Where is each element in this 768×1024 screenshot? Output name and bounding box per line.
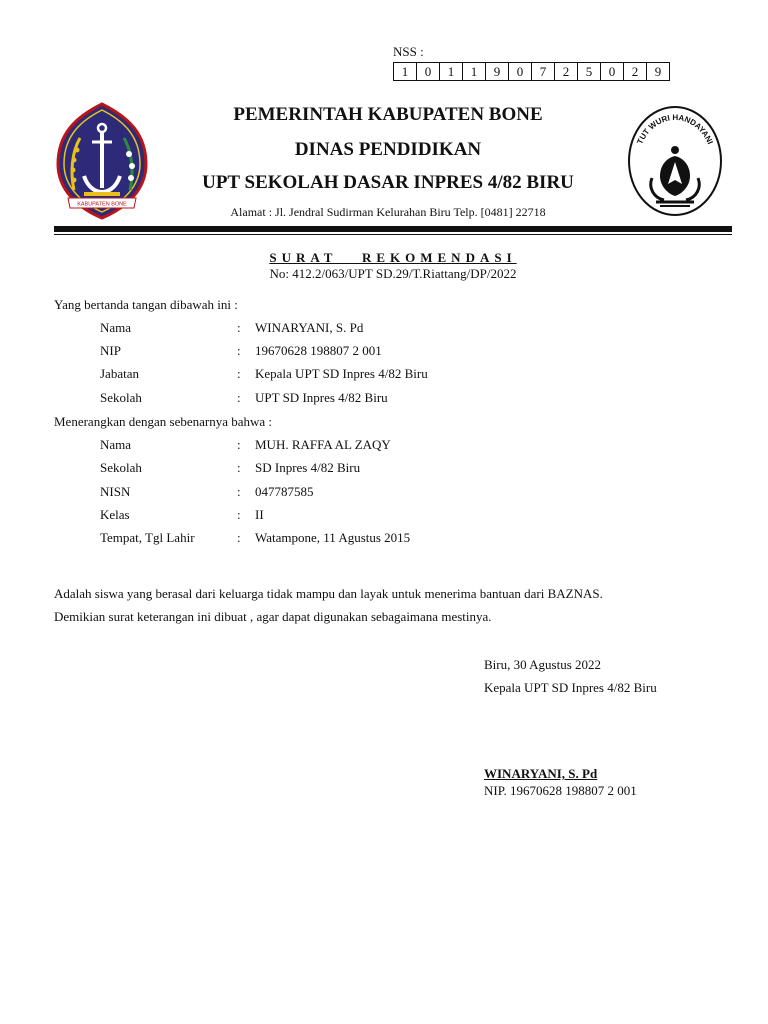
student-label-class: Kelas	[100, 507, 130, 522]
colon: :	[237, 484, 241, 499]
student-label-birth: Tempat, Tgl Lahir	[100, 530, 195, 545]
place-date: Biru, 30 Agustus 2022	[484, 657, 602, 672]
nss-digit: 9	[647, 62, 670, 81]
student-value-school: SD Inpres 4/82 Biru	[255, 460, 361, 475]
student-label-nisn: NISN	[100, 484, 131, 499]
colon: :	[237, 390, 241, 405]
logo-ribbon-text: KABUPATEN BONE	[77, 201, 127, 208]
kabupaten-bone-logo	[54, 102, 150, 220]
nss-digit: 2	[624, 62, 647, 81]
nss-digit: 1	[440, 62, 463, 81]
signer-position: Kepala UPT SD Inpres 4/82 Biru	[484, 680, 657, 695]
nss-digit: 1	[463, 62, 486, 81]
header-department: DINAS PENDIDIKAN	[294, 139, 482, 160]
intro-student: Menerangkan dengan sebenarnya bahwa :	[54, 414, 273, 429]
signer-label-nip: NIP	[100, 343, 121, 358]
student-label-name: Nama	[100, 437, 132, 452]
signer-value-position: Kepala UPT SD Inpres 4/82 Biru	[255, 366, 428, 381]
body-statement: Adalah siswa yang berasal dari keluarga tidak mampu dan layak untuk menerima bantuan dari BAZNAS.	[54, 586, 603, 601]
intro-signer: Yang bertanda tangan dibawah ini :	[54, 297, 238, 312]
signer-label-school: Sekolah	[100, 390, 142, 405]
nss-digit: 0	[509, 62, 532, 81]
nss-digit-boxes	[393, 62, 670, 81]
nss-digit: 5	[578, 62, 601, 81]
header-divider-thick	[54, 226, 732, 232]
nss-digit: 0	[417, 62, 440, 81]
colon: :	[237, 366, 241, 381]
tut-wuri-handayani-logo	[626, 104, 724, 218]
header-divider-thin	[54, 234, 732, 235]
colon: :	[237, 343, 241, 358]
nss-digit: 2	[555, 62, 578, 81]
colon: :	[237, 460, 241, 475]
header-address: Alamat : Jl. Jendral Sudirman Kelurahan Biru Telp. [0481] 22718	[230, 205, 546, 219]
signer-name: WINARYANI, S. Pd	[484, 766, 598, 781]
colon: :	[237, 437, 241, 452]
nss-digit: 7	[532, 62, 555, 81]
student-value-nisn: 047787585	[255, 484, 314, 499]
colon: :	[237, 320, 241, 335]
signer-value-name: WINARYANI, S. Pd	[255, 320, 364, 335]
signer-value-nip: 19670628 198807 2 001	[255, 343, 382, 358]
letter-title-text: SURAT REKOMENDASI	[269, 250, 517, 265]
signer-value-school: UPT SD Inpres 4/82 Biru	[255, 390, 388, 405]
header-school: UPT SEKOLAH DASAR INPRES 4/82 BIRU	[202, 172, 574, 193]
signer-label-position: Jabatan	[100, 366, 139, 381]
nss-label: NSS :	[393, 44, 424, 59]
signer-label-name: Nama	[100, 320, 132, 335]
colon: :	[237, 507, 241, 522]
colon: :	[237, 530, 241, 545]
student-label-school: Sekolah	[100, 460, 142, 475]
signer-nip: NIP. 19670628 198807 2 001	[484, 783, 637, 798]
logo-motto-text: TUT WURI HANDAYANI	[635, 112, 715, 146]
student-value-birth: Watampone, 11 Agustus 2015	[255, 530, 411, 545]
nss-digit: 1	[394, 62, 417, 81]
letter-title	[54, 250, 732, 266]
student-value-name: MUH. RAFFA AL ZAQY	[255, 437, 391, 452]
student-value-class: II	[255, 507, 264, 522]
letter-number: No: 412.2/063/UPT SD.29/T.Riattang/DP/2022	[269, 266, 517, 281]
header-government: PEMERINTAH KABUPATEN BONE	[233, 104, 543, 125]
nss-digit: 9	[486, 62, 509, 81]
body-closing: Demikian surat keterangan ini dibuat , agar dapat digunakan sebagaimana mestinya.	[54, 609, 492, 624]
nss-digit: 0	[601, 62, 624, 81]
